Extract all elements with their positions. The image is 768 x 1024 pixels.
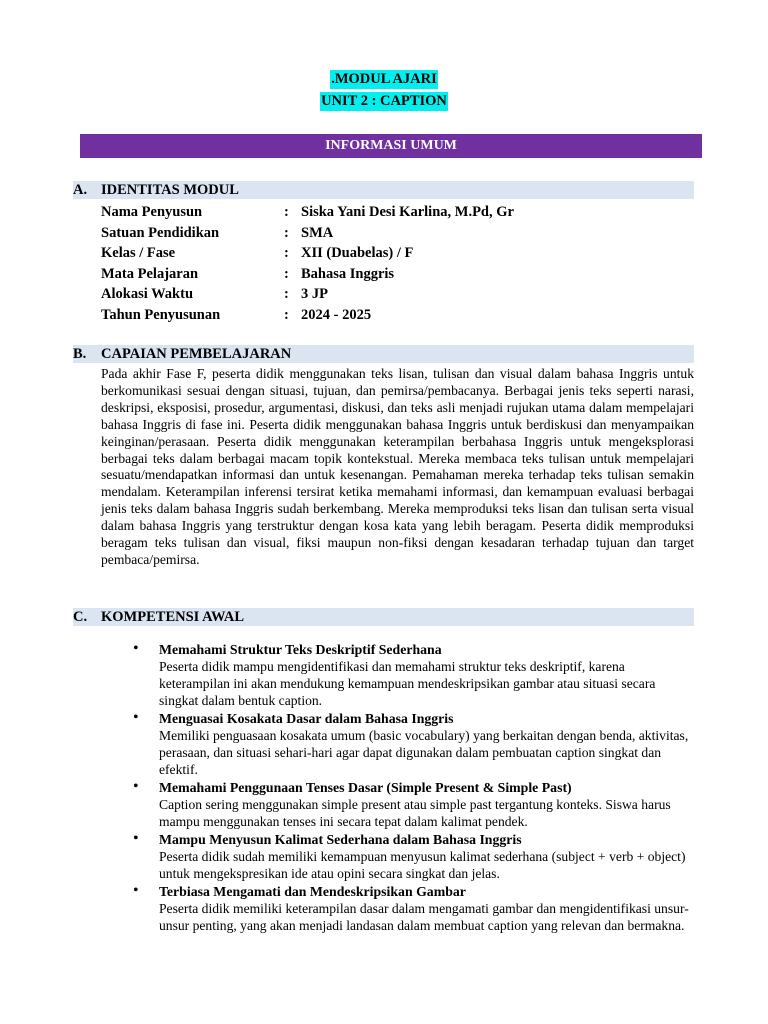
title-line-2: UNIT 2 : CAPTION <box>321 93 447 109</box>
section-b-title: CAPAIAN PEMBELAJARAN <box>101 346 292 362</box>
kompetensi-list <box>131 641 691 935</box>
identitas-row <box>101 223 701 244</box>
kompetensi-desc: Caption sering menggunakan simple present atau simple past tergantung konteks. Siswa harus mampu menggunakan tenses ini secara tepat dalam kalimat pendek. <box>159 797 671 829</box>
identitas-row <box>101 284 701 305</box>
identitas-value: XII (Duabelas) / F <box>301 245 414 262</box>
kompetensi-desc: Memiliki penguasaan kosakata umum (basic vocabulary) yang berkaitan dengan benda, aktivitas, perasaan, dan situasi sehari-hari agar dapat digunakan dalam pembuatan caption singkat dan efektif. <box>159 728 689 777</box>
kompetensi-desc: Peserta didik mampu mengidentifikasi dan memahami struktur teks deskriptif, karena keterampilan ini akan mendukung kemampuan mendeskripsikan gambar atau situasi secara singkat dalam bentuk caption. <box>159 659 656 708</box>
section-c-heading <box>73 608 694 626</box>
kompetensi-desc: Peserta didik memiliki keterampilan dasar dalam mengamati gambar dan mengidentifikasi unsur-unsur penting, yang akan menjadi landasan dalam membuat caption yang relevan dan bermakna. <box>159 901 689 933</box>
list-item <box>131 779 691 830</box>
info-umum-bar: INFORMASI UMUM <box>80 134 702 158</box>
bullet-icon: • <box>133 709 139 726</box>
identitas-row <box>101 264 701 285</box>
identitas-value: Siska Yani Desi Karlina, M.Pd, Gr <box>301 204 514 220</box>
identitas-sep: : <box>284 204 289 220</box>
identitas-sep: : <box>284 265 289 282</box>
section-c-title: KOMPETENSI AWAL <box>101 609 245 625</box>
identitas-sep: : <box>284 245 289 262</box>
identitas-value: 3 JP <box>301 286 328 303</box>
section-a-title: IDENTITAS MODUL <box>101 182 239 198</box>
bullet-icon: • <box>133 640 139 657</box>
identitas-key: Nama Penyusun <box>101 204 203 220</box>
identitas-row <box>101 202 701 223</box>
identitas-key: Satuan Pendidikan <box>101 224 220 241</box>
section-c-letter: C. <box>73 609 88 625</box>
kompetensi-title: Menguasai Kosakata Dasar dalam Bahasa Inggris <box>159 711 454 726</box>
kompetensi-title: Memahami Penggunaan Tenses Dasar (Simple Present & Simple Past) <box>159 780 572 795</box>
section-a-letter: A. <box>73 182 88 198</box>
identitas-value: Bahasa Inggris <box>301 265 395 282</box>
identitas-key: Kelas / Fase <box>101 245 176 262</box>
identitas-table <box>101 202 701 326</box>
document-title <box>0 70 768 114</box>
kompetensi-title: Mampu Menyusun Kalimat Sederhana dalam Bahasa Inggris <box>159 832 522 847</box>
kompetensi-title: Terbiasa Mengamati dan Mendeskripsikan Gambar <box>159 884 466 899</box>
identitas-key: Tahun Penyusunan <box>101 306 221 323</box>
identitas-sep: : <box>284 306 289 323</box>
identitas-row <box>101 305 701 326</box>
identitas-key: Alokasi Waktu <box>101 286 194 303</box>
section-b-heading <box>73 345 694 363</box>
identitas-key: Mata Pelajaran <box>101 265 199 282</box>
bullet-icon: • <box>133 830 139 847</box>
list-item <box>131 883 691 934</box>
identitas-value: 2024 - 2025 <box>301 306 372 323</box>
identitas-row <box>101 243 701 264</box>
capaian-paragraph: Pada akhir Fase F, peserta didik menggunakan teks lisan, tulisan dan visual dalam bahasa Inggris untuk berkomunikasi sesuai dengan situasi, tujuan, dan pemirsa/pembacanya. Berbagai jenis teks seperti narasi, deskripsi, eksposisi, prosedur, argumentasi, diskusi, dan teks asli menjadi rujukan utama dalam mempelajari bahasa Inggris di fase ini. Peserta didik menggunakan bahasa Inggris untuk berdiskusi dan menyampaikan keinginan/perasaan. Peserta didik menggunakan keterampilan berbahasa Inggris untuk mengeksplorasi berbagai teks dalam berbagai macam topik kontekstual. Mereka membaca teks tulisan untuk mempelajari sesuatu/mendapatkan informasi dan untuk kesenangan. Pemahaman mereka terhadap teks tulisan semakin mendalam. Keterampilan inferensi tersirat ketika memahami informasi, dan kemampuan evaluasi berbagai jenis teks dalam bahasa Inggris sudah berkembang. Mereka memproduksi teks lisan dan tulisan serta visual dalam bahasa Inggris yang terstruktur dengan kosa kata yang lebih beragam. Peserta didik memproduksi beragam teks tulisan dan visual, fiksi maupun non-fiksi dengan kesadaran terhadap tujuan dan target pembaca/pemirsa. <box>101 366 694 567</box>
kompetensi-desc: Peserta didik sudah memiliki kemampuan menyusun kalimat sederhana (subject + verb + object) untuk mengekspresikan ide atau opini secara singkat dan jelas. <box>159 849 686 881</box>
list-item <box>131 641 691 709</box>
bullet-icon: • <box>133 882 139 899</box>
section-a-heading <box>73 181 694 199</box>
identitas-sep: : <box>284 286 289 303</box>
identitas-value: SMA <box>301 224 334 241</box>
section-b-letter: B. <box>73 346 87 362</box>
list-item <box>131 710 691 778</box>
bullet-icon: • <box>133 778 139 795</box>
list-item <box>131 831 691 882</box>
identitas-sep: : <box>284 224 289 241</box>
kompetensi-title: Memahami Struktur Teks Deskriptif Sederhana <box>159 642 442 657</box>
title-line-1: .MODUL AJARI <box>331 71 437 87</box>
